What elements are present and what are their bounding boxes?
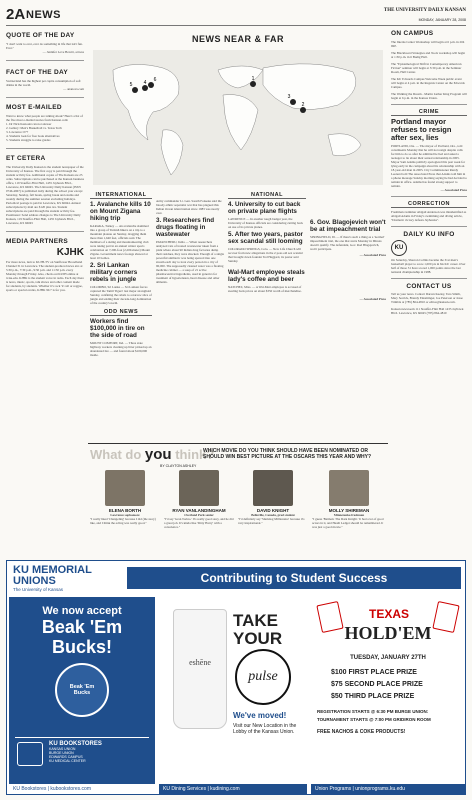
news-map-title: NEWS NEAR & FAR xyxy=(191,34,284,44)
news-near-far xyxy=(90,34,386,189)
texas-holdem-panel[interactable] xyxy=(311,597,465,794)
crime-body: PORTLAND, Ore. — The mayor of Portland, Ore., told constituents Monday that he will not resign despite calls for him to do so after he admitted he lied and asked a teenager to lie about their sexual relationship in 2005. Mayor Sam Adams publicly apologized this past week for lying early in the campaign about his relationship with an 18-year-old man in 2005. City Commissioner Randy Leonard told The Associated Press that Adams told him in a phone message Sunday morning saying he had decided to remain in office. Adams has found strong support to remain. xyxy=(391,144,467,188)
svg-text:3: 3 xyxy=(287,94,291,100)
media-partners-section xyxy=(6,238,84,292)
most-emailed-title: MOST E-MAILED xyxy=(6,104,62,111)
respondent-meta: Minnetonka freshman xyxy=(333,513,365,517)
media-partners-title: MEDIA PARTNERS xyxy=(6,238,68,245)
page-header xyxy=(6,6,466,26)
ku-bookstore-icon xyxy=(17,742,43,766)
prize-line: $100 FIRST PLACE PRIZE xyxy=(331,669,417,676)
event-date: TUESDAY, JANUARY 27TH xyxy=(350,655,426,661)
story-continued: Army commander Lt. Gen. Sarath Fonseka said the bloody ethnic separatist war that has plagued this Indian Ocean island nation since 1983 was nearly over. xyxy=(156,199,222,215)
campus-section xyxy=(391,30,467,105)
free-food-line: FREE NACHOS & COKE PRODUCTS! xyxy=(317,729,406,735)
issue-date: MONDAY, JANUARY 28, 2008 xyxy=(418,18,466,22)
tournament-line: TOURNAMENT STARTS @ 7:00 PM GRIDIRON ROOM xyxy=(317,717,431,722)
what-do-you-think xyxy=(88,443,388,555)
respondent-photo xyxy=(253,470,293,506)
walmart-headline: Wal-Mart employee steals lady's coffee and beer xyxy=(228,269,305,283)
ad-banner: Contributing to Student Success xyxy=(127,567,461,589)
svg-text:2: 2 xyxy=(301,102,305,108)
wdyt-question: WHICH MOVIE DO YOU THINK SHOULD HAVE BEEN NOMINATED OR SHOULD WIN BEST PICTURE AT THE OSCARS THIS YEAR AND WHY? xyxy=(203,448,372,460)
respondent-photo xyxy=(105,470,145,506)
holdem-title: HOLD'EM xyxy=(344,623,432,643)
bookstore-footer[interactable]: KU Bookstores | kubookstores.com xyxy=(9,784,155,794)
accept-line3: Bucks! xyxy=(51,637,113,657)
walmart-credit: — Associated Press xyxy=(359,297,386,301)
fact-text: Switzerland has the highest per capita consumption of soft drinks in the world. xyxy=(6,79,81,87)
bookstore-panel[interactable] xyxy=(9,597,155,794)
cup-image: eshēne xyxy=(173,609,227,729)
et-cetera-text: The University Daily Kansan is the student newspaper of the University of Kansas. The first copy is paid through the student activity fee. Additional copies of The Kansan are 25 cents. Subscriptions can be purchased at the Kansan business office, 119 Stauffer-Flint Hall, 1435 Jayhawk Blvd., Lawrence, KS 66045. The University Daily Kansan (ISSN 0746-4967) is published daily during the school year except Saturday, Sunday, fall break, spring break and exams and weekly during the summer session excluding holidays. Periodical postage is paid in Lawrence, KS 66044. Annual subscriptions by mail are $120 plus tax. Student subscriptions are paid through the student activity fee. Postmaster: Send address changes to The University Daily Kansan, 119 Stauffer-Flint Hall, 1435 Jayhawk Blvd., Lawrence, KS 66045 xyxy=(6,165,84,225)
story-headline: 6. Gov. Blagojevich won't be at impeachment trial xyxy=(310,219,386,233)
odd-news-headline: Workers find $100,000 in tire on the side of road xyxy=(90,318,145,339)
svg-text:4: 4 xyxy=(143,80,147,86)
odd-news-title: ODD NEWS xyxy=(90,309,152,316)
international-col2 xyxy=(156,199,224,284)
ku-unions-ad[interactable] xyxy=(6,560,466,795)
odd-news-body: MOUNT COMFORT, Ind. — Three state highway workers cleaning up litter picked up an abandoned tire — and found about $100,000 inside. xyxy=(90,341,152,357)
ku-info-title: DAILY KU INFO xyxy=(403,231,455,238)
accept-line1: We now accept xyxy=(42,605,122,617)
national-credit: — Associated Press xyxy=(359,253,386,257)
wdyt-byline: BY CLAYTON ASHLEY xyxy=(160,464,197,468)
registration-line: REGISTRATION STARTS @ 6:30 PM BURGE UNION: xyxy=(317,709,429,714)
most-emailed-item[interactable]: 1. Dr Nick Kasioski can not answer xyxy=(6,122,52,126)
contact-text: Tell us your news. Contact Darren Keeley, Tara Smith, Mary Sorrick, Brandy Entsminger, Joe Peterson or Jesse Trimble at (785) 864-4810 or editor@kansan.com. xyxy=(391,292,463,304)
svg-text:5: 5 xyxy=(129,82,133,88)
respondent xyxy=(312,470,386,529)
programs-footer[interactable]: Union Programs | unionprograms.ku.edu xyxy=(311,784,465,794)
crime-headline: Portland mayor refuses to resign after sex, lies xyxy=(391,117,452,142)
most-emailed-item[interactable]: 4. Students look for free book alternatives xyxy=(6,134,60,138)
moved-text: We've moved! xyxy=(233,711,287,720)
media-partners-text: For more news, turn to KUJH-TV on Sunflower Broadband Channel 31 in Lawrence. The student-produced news airs at 5:30 p.m., 7:30 p.m., 9:30 p.m. and 11:30 p.m. every Monday through Friday. Also, check out KUJH online at tv.ku.edu. KJHK is the student voice in radio. Each day there is news, music, sports, talk shows and other content made for students, by students. Whether it's rock 'n' roll or reggae, sports or special events, KJHK 90.7 is for you. xyxy=(6,260,84,292)
campus-event: The Interns Center Worksshop will begin at 6 p.m. in 204 JRP. xyxy=(391,40,465,48)
respondent-meta: Lawrence sophomore xyxy=(110,513,140,517)
left-column xyxy=(6,32,84,292)
most-emailed-item[interactable]: 3. Lawrence: 077 xyxy=(6,130,29,134)
visit-text: Visit our New Location in the Lobby of the Kansas Union. xyxy=(233,723,297,735)
most-emailed-section xyxy=(6,104,84,149)
story-body: KARAKA, Turkey — An avalanche slammed into a group of Turkish hikers on a trip to a mountain plateau on Sunday, dragging them more than 1,640 feet, officials said. The members of a skiing and mountaineering club were taking part in an annual winter sports celebration on 7,200-foot (2,200-meter) Mount Zigana. Government news footage showed at least 10 bodies. xyxy=(90,224,151,260)
fact-source: — ananova.com xyxy=(63,87,84,91)
respondent-quote: "I'd definitely say 'Slumdog Millionaire' because it's very inspirational." xyxy=(238,517,305,525)
story-headline: 2. Sri Lankan military corners rebels in jungle xyxy=(90,262,138,283)
respondent-name: ELENA BORTH xyxy=(108,508,142,513)
respondent-name: RYAN VANLANDINGHAM xyxy=(172,508,226,513)
most-emailed-item[interactable]: 5. Students struggle to raise grades xyxy=(6,138,51,142)
respondent xyxy=(90,470,160,525)
crime-credit: — Associated Press xyxy=(440,188,467,192)
correction-title: CORRECTION xyxy=(391,201,467,208)
ku-info-text: On Saturday, Sherron Collins became the 31st men's basketball player to score 1,000 pts in his KU career. Over half of those 31 have scored 1,000 points since the last national championship in 1988. xyxy=(391,258,466,274)
national-title: NATIONAL xyxy=(228,192,306,199)
contact-section xyxy=(391,283,467,315)
story-body: SPRINGFIELD, Ill. — If there's such a thing as a 'normal' impeachment trial, the one that starts Monday in Illinois doesn't qualify. The defendant, Gov. Rod Blagojevich, won't participate. xyxy=(310,235,385,251)
prize-line: $50 THIRD PLACE PRIZE xyxy=(331,693,415,700)
respondent-meta: Overland Park senior xyxy=(184,513,214,517)
story-headline: 3. Researchers find drugs floating in wastewater xyxy=(156,217,215,238)
campus-event: The Walking the Dream - Martin Luther King Program will begin at 6 p.m. in the Kansas Union. xyxy=(391,92,467,100)
campus-event: The KU Edwards Campus Welcome Week public event will begin at 4 p.m. in the Regents Center on the Edwards Campus. xyxy=(391,77,465,89)
story-body: PATANCHERU, India — When researchers analyzed vats of treated wastewater taken from a plant where about 90 Indian drug factories dump their residues, they were shocked. Enough of a single powerful antibiotic was being spewed into one stream each day to treat every person in a city of 90,000. The supposedly cleaned water was a floating medicine cabinet — a soup of 21 active pharmaceutical ingredients, used in generics for treatment of hypertension, heart disease and other ailments. xyxy=(156,240,224,284)
correction-text: Freshman swimmer Abigail Anderson was misidentified as Abigail Adams in Friday's swimming and diving article, "Dramatic victory defeats Jayhawks". xyxy=(391,210,467,222)
respondent xyxy=(164,470,234,529)
svg-text:6: 6 xyxy=(153,77,157,83)
story-body: COLORADO SPRINGS, Colo. — New Life Church will recover from new allegations in the 2-year-old sex scandal that brought down founder Ted Haggard, its pastor said Sunday. xyxy=(228,247,303,263)
national-col2 xyxy=(310,199,386,301)
correction-section xyxy=(391,201,467,227)
respondent-quote: "I'd say 'Gran Torino.' It's really good story, and he did a great job. It's kinda like 'Dirty Harry' with a conscience." xyxy=(164,517,234,529)
take-text: TAKE xyxy=(233,611,279,630)
prize-line: $75 SECOND PLACE PRIZE xyxy=(331,681,423,688)
ku-logo: KU xyxy=(391,240,407,256)
world-map xyxy=(93,50,383,185)
story-headline: 4. University to cut back on private plane flights xyxy=(228,201,301,215)
walmart-body: NATCHEZ, Miss. — A Wal-Mart employee is accused of stealing back prices on about $350 worth of merchandise. xyxy=(228,285,302,293)
respondent xyxy=(238,470,308,525)
section-name: NEWS xyxy=(26,9,61,21)
page-label: 2A xyxy=(6,6,26,23)
contact-title: CONTACT US xyxy=(406,283,452,290)
campus-event: The "Epistemological Shift in Contemporary American Fiction" seminar will begin at 3:30 p.m. in the Seminar Room, Hall Center. xyxy=(391,62,462,74)
fact-title: FACT OF THE DAY xyxy=(6,69,69,76)
quote-title: QUOTE OF THE DAY xyxy=(6,32,75,39)
respondent-name: DAVID KNIGHT xyxy=(256,508,290,513)
crime-title: CRIME xyxy=(391,109,467,116)
respondent-quote: "I guess 'Batman: The Dark Knight.' It had a lot of good actors in it, and Heath Ledger should be remembered. It was just a good movie." xyxy=(312,517,384,529)
national-col1 xyxy=(228,192,306,293)
your-text: YOUR xyxy=(233,629,283,648)
respondent-photo xyxy=(329,470,369,506)
quote-section xyxy=(6,32,84,61)
quote-text: "I don't want to ever, ever do something in life that isn't fun. Ever." xyxy=(6,42,83,50)
dining-footer[interactable]: KU Dining Services | kudining.com xyxy=(159,784,307,794)
kjhk-logo: KJHK xyxy=(56,247,84,258)
respondent-meta: Belleville, Canada, grad student xyxy=(251,513,295,517)
story-headline: 5. After two years, pastor sex scandal still looming xyxy=(228,231,304,245)
international-title: INTERNATIONAL xyxy=(90,192,152,199)
story-body: COLOMBO, Sri Lanka — Sri Lankan forces captured the Tamil Tigers' last major stronghold Sunday, confining the rebels to a narrow slice of jungle and ending their decade-long domination of the country's north. xyxy=(90,285,152,305)
union-logo: KU MEMORIAL UNIONS The University of Kansas xyxy=(13,564,92,592)
wdyt-title: What do you think? xyxy=(90,446,215,463)
most-emailed-item[interactable]: 2. Gallery: Men's Basketball vs. Texas Tech xyxy=(6,126,62,130)
most-emailed-intro: Want to know what people are talking about? Here's a list of the five most e-mailed stories from Kansan.com: xyxy=(6,114,83,122)
right-column xyxy=(391,30,467,315)
ad-header xyxy=(7,561,465,595)
respondent-photo xyxy=(179,470,219,506)
accept-line2: Beak 'Em xyxy=(41,617,123,637)
international-col1 xyxy=(90,192,152,357)
respondent-name: MOLLY SHIREMAN xyxy=(328,508,370,513)
fact-section xyxy=(6,69,84,98)
ku-info-section xyxy=(391,231,467,279)
et-cetera-title: ET CETERA xyxy=(6,155,46,162)
bookstore-logo: KU BOOKSTORES KANSAS UNION BURGE UNION EDWARDS CAMPUS KU MEDICAL CENTER xyxy=(15,737,149,771)
pulse-circle: pulse xyxy=(235,649,291,705)
story-headline: 1. Avalanche kills 10 on Mount Zigana hiking trip xyxy=(90,201,151,222)
et-cetera-section xyxy=(6,155,84,232)
dining-panel[interactable] xyxy=(159,597,307,794)
respondent-quote: "I really liked 'Changeling' because I did (the story) like, and I think the acting was really good." xyxy=(90,517,156,525)
campus-event: The Blackboard Strategies and Tools workshop will begin at 1:30 p.m. in 6 Budig Hall. xyxy=(391,51,465,59)
texas-title: TEXAS xyxy=(368,607,409,621)
story-body: LAWRENCE — In another tough budget year, the University of Kansas officials are considering cutting back on use of its private planes. xyxy=(228,217,303,229)
campus-title: ON CAMPUS xyxy=(391,30,434,37)
svg-text:1: 1 xyxy=(251,76,255,82)
beak-em-coin: Beak 'Em Bucks xyxy=(55,663,109,717)
quote-attribution: — Jennifer Love Hewitt, actress xyxy=(42,50,84,54)
contact-address: Kansan newsroom 111 Stauffer-Flint Hall 1435 Jayhawk Blvd. Lawrence, KS 66045 (785) 864-4810 xyxy=(391,307,464,315)
crime-section xyxy=(391,109,467,197)
paper-name: THE UNIVERSITY DAILY KANSAN xyxy=(383,8,466,13)
